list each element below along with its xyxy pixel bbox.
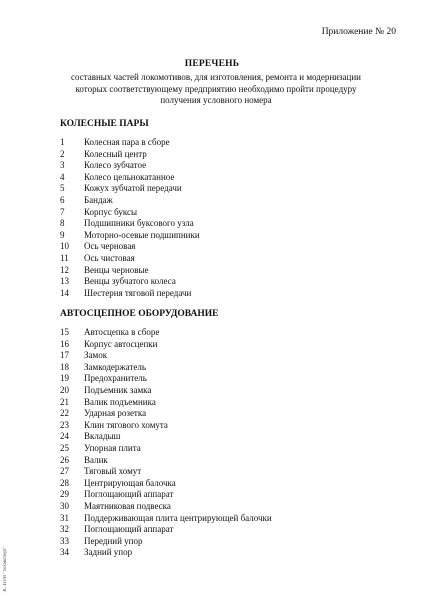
item-number: 24 [60, 431, 69, 442]
item-number: 26 [60, 454, 69, 465]
section-heading-wheelsets: КОЛЕСНЫЕ ПАРЫ [60, 119, 149, 129]
item-text: Подшипники буксового узла [84, 218, 194, 229]
item-text: Упорная плита [84, 442, 141, 453]
item-number: 25 [60, 442, 69, 453]
item-text: Клин тягового хомута [84, 419, 168, 430]
item-number: 2 [60, 148, 65, 159]
list-item [60, 253, 200, 265]
item-number: 28 [60, 477, 69, 488]
list-item [60, 241, 200, 253]
item-text: Бандаж [84, 194, 113, 205]
item-number: 18 [60, 361, 69, 372]
list-item [60, 276, 200, 288]
item-text: Корпус буксы [84, 206, 138, 217]
list-item [60, 339, 272, 351]
item-text: Венцы черновые [84, 264, 149, 275]
item-number: 9 [60, 229, 65, 240]
item-number: 33 [60, 535, 69, 546]
list-item [60, 207, 200, 219]
list-item [60, 350, 272, 362]
list-item [60, 230, 200, 242]
item-text: Замкодержатель [84, 361, 146, 372]
item-text: Колесо цельнокатанное [84, 171, 175, 182]
item-text: Поглощающий аппарат [84, 489, 174, 500]
list-item [60, 478, 272, 490]
item-text: Передний упор [84, 535, 143, 546]
list-item [60, 183, 200, 195]
item-text: Замок [84, 350, 108, 361]
item-number: 31 [60, 512, 69, 523]
item-number: 1 [60, 137, 65, 147]
item-number: 6 [60, 194, 65, 205]
list-item [60, 466, 272, 478]
item-number: 10 [60, 241, 69, 252]
item-number: 7 [60, 206, 65, 217]
item-number: 34 [60, 547, 69, 558]
list-item [60, 385, 272, 397]
item-number: 17 [60, 350, 69, 361]
item-text: Валик [84, 454, 108, 465]
list-item [60, 408, 272, 420]
item-number: 13 [60, 276, 69, 287]
item-number: 4 [60, 171, 65, 182]
item-text: Валик подъемника [84, 396, 156, 407]
list-item [60, 455, 272, 467]
item-number: 22 [60, 408, 69, 419]
item-text: Ось черновая [84, 241, 136, 252]
item-text: Маятниковая подвеска [84, 500, 171, 511]
item-text: Кожух зубчатой передачи [84, 183, 182, 194]
item-text: Поддерживающая плита центрирующей балочки [84, 512, 272, 523]
item-number: 3 [60, 160, 65, 171]
wheelset-parts-list [60, 137, 200, 299]
list-item [60, 327, 272, 339]
list-item [60, 536, 272, 548]
list-item [60, 288, 200, 300]
item-number: 14 [60, 287, 69, 298]
list-item [60, 149, 200, 161]
list-item [60, 195, 200, 207]
document-title: ПЕРЕЧЕНЬ [184, 59, 240, 69]
appendix-label: Приложение № 20 [321, 27, 396, 37]
item-text: Моторно-осевые подшипники [84, 229, 200, 240]
item-number: 12 [60, 264, 69, 275]
item-number: 20 [60, 384, 69, 395]
list-item [60, 501, 272, 513]
list-item [60, 362, 272, 374]
item-text: Центрирующая балочка [84, 477, 176, 488]
item-text: Колесный центр [84, 148, 147, 159]
item-text: Ось чистовая [84, 252, 135, 263]
item-text: Подъемник замка [84, 384, 152, 395]
list-item [60, 397, 272, 409]
list-item [60, 420, 272, 432]
item-number: 5 [60, 183, 65, 194]
list-item [60, 513, 272, 525]
item-number: 11 [60, 252, 69, 263]
item-text: Колесная пара в сборе [84, 137, 170, 147]
document-subtitle: составных частей локомотивов, для изготовления, ремонта и модернизации которых соответствующему предприятию необходимо пройти процедуру получения условного номера [70, 72, 361, 105]
item-text: Задний упор [84, 547, 133, 558]
item-number: 27 [60, 466, 69, 477]
list-item [60, 547, 272, 559]
list-item [60, 265, 200, 277]
list-item [60, 160, 200, 172]
item-number: 15 [60, 327, 69, 337]
side-stamp: ЗС НТИ "Техэксперт" [3, 545, 8, 592]
item-text: Венцы зубчатого колеса [84, 276, 176, 287]
item-number: 30 [60, 500, 69, 511]
item-number: 16 [60, 338, 69, 349]
item-number: 19 [60, 373, 69, 384]
item-text: Шестерня тяговой передачи [84, 287, 192, 298]
coupling-parts-list [60, 327, 272, 559]
item-number: 29 [60, 489, 69, 500]
list-item [60, 373, 272, 385]
item-text: Поглощающий аппарат [84, 524, 174, 535]
item-number: 23 [60, 419, 69, 430]
item-text: Предохранитель [84, 373, 147, 384]
item-number: 32 [60, 524, 69, 535]
item-number: 21 [60, 396, 69, 407]
list-item [60, 524, 272, 536]
list-item [60, 172, 200, 184]
item-text: Вкладыш [84, 431, 121, 442]
item-text: Корпус автосцепки [84, 338, 158, 349]
item-number: 8 [60, 218, 65, 229]
list-item [60, 137, 200, 149]
item-text: Автосцепка в сборе [84, 327, 160, 337]
item-text: Ударная розетка [84, 408, 147, 419]
section-heading-coupling: АВТОСЦЕПНОЕ ОБОРУДОВАНИЕ [60, 309, 219, 319]
list-item [60, 489, 272, 501]
list-item [60, 218, 200, 230]
list-item [60, 431, 272, 443]
item-text: Колесо зубчатое [84, 160, 147, 171]
list-item [60, 443, 272, 455]
item-text: Тяговый хомут [84, 466, 142, 477]
